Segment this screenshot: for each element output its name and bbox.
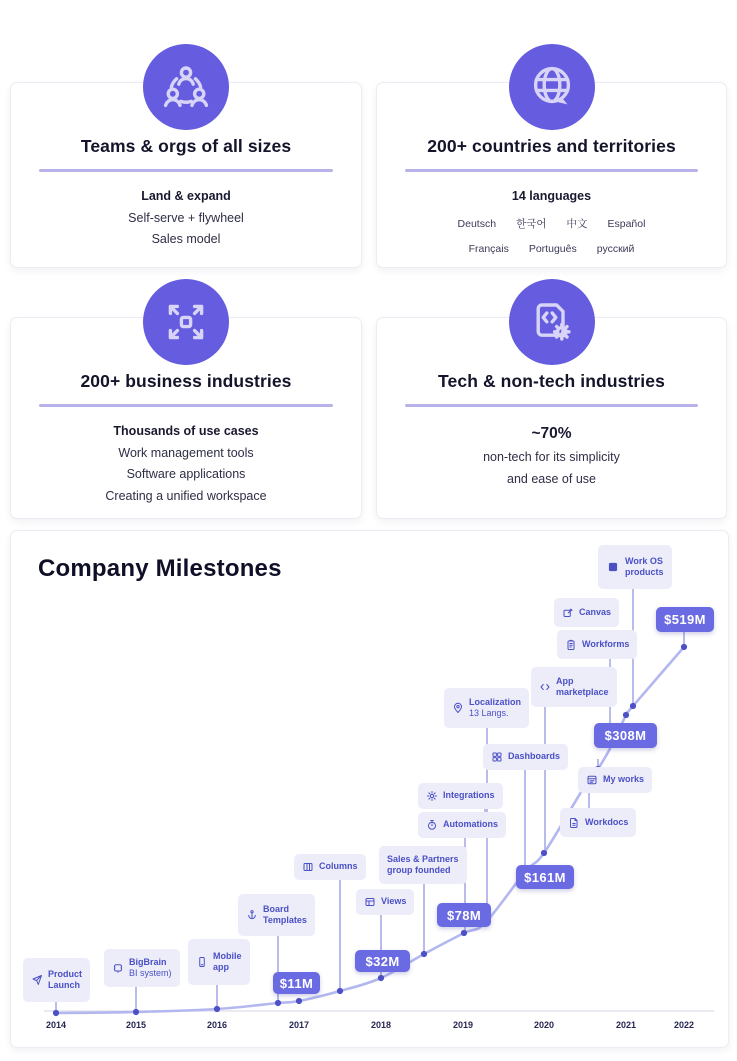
canvas-edit-icon bbox=[562, 607, 574, 619]
stat-card-tech-non-tech-industries bbox=[376, 317, 727, 519]
milestone-work-os-products bbox=[598, 545, 672, 589]
milestone-localization-13-langs bbox=[444, 688, 529, 728]
milestone-label: My works bbox=[603, 774, 645, 785]
milestone-label: Localization 13 Langs. bbox=[469, 696, 522, 718]
revenue-badge-32m: $32M bbox=[355, 950, 410, 972]
curve-dot bbox=[461, 930, 467, 936]
curve-dot bbox=[421, 951, 427, 957]
card-text-line: Self-serve + flywheel bbox=[128, 210, 244, 225]
curve-dot bbox=[133, 1009, 139, 1015]
milestone-dashboards bbox=[483, 744, 568, 770]
code-icon bbox=[539, 681, 551, 693]
languages-row bbox=[377, 216, 726, 233]
columns-icon bbox=[302, 861, 314, 873]
revenue-badge-161m: $161M bbox=[516, 865, 574, 889]
card-text-line: 14 languages bbox=[511, 189, 592, 203]
milestone-views bbox=[356, 889, 414, 915]
milestone-label: Work OS products bbox=[625, 555, 664, 577]
card-text-line: Creating a unified workspace bbox=[105, 488, 267, 503]
milestone-board-templates bbox=[238, 894, 315, 936]
milestone-label: Views bbox=[381, 896, 407, 907]
revenue-badge-11m: $11M bbox=[273, 972, 320, 994]
milestone-label: App marketplace bbox=[556, 675, 609, 697]
curve-dot bbox=[630, 703, 636, 709]
milestone-label: Columns bbox=[319, 861, 358, 872]
rocket-icon bbox=[31, 974, 43, 986]
revenue-badge-78m: $78M bbox=[437, 903, 491, 927]
milestone-automations bbox=[418, 812, 506, 838]
integrations-icon bbox=[426, 790, 438, 802]
language-label: 中文 bbox=[566, 217, 588, 230]
year-label-2019: 2019 bbox=[452, 1020, 474, 1030]
milestone-my-works bbox=[578, 767, 652, 793]
year-label-2016: 2016 bbox=[206, 1020, 228, 1030]
card-text-line: non-tech for its simplicity bbox=[483, 450, 620, 464]
revenue-badge-308m: $308M bbox=[594, 723, 657, 748]
views-icon bbox=[364, 896, 376, 908]
milestones-card bbox=[10, 530, 729, 1048]
card-title: 200+ business industries bbox=[80, 371, 292, 391]
card-text-line: Software applications bbox=[126, 467, 246, 481]
language-label: русский bbox=[596, 242, 635, 255]
curve-dot bbox=[296, 998, 302, 1004]
milestone-label: Board Templates bbox=[263, 903, 307, 925]
curve-dot bbox=[378, 975, 384, 981]
expand-arrows-icon bbox=[143, 279, 229, 365]
year-label-2021: 2021 bbox=[615, 1020, 637, 1030]
card-divider bbox=[405, 169, 698, 172]
language-label: Français bbox=[468, 242, 509, 255]
milestone-label: BigBrain BI system) bbox=[129, 956, 172, 978]
milestones-chart bbox=[11, 531, 728, 1047]
card-text-line: Work management tools bbox=[118, 445, 254, 460]
milestone-label: Workforms bbox=[582, 638, 630, 649]
card-text-line: Sales model bbox=[151, 232, 221, 246]
card-text-line: and ease of use bbox=[507, 471, 596, 486]
language-label: Deutsch bbox=[457, 217, 497, 230]
globe-chat-icon bbox=[509, 44, 595, 130]
dashboards-grid-icon bbox=[491, 751, 503, 763]
card-title: 200+ countries and territories bbox=[427, 136, 676, 156]
board-templates-icon bbox=[246, 909, 258, 921]
brain-icon bbox=[112, 962, 124, 974]
revenue-badge-519m: $519M bbox=[656, 607, 714, 632]
year-label-2020: 2020 bbox=[533, 1020, 555, 1030]
work-os-square-icon bbox=[606, 560, 620, 574]
curve-dot bbox=[53, 1010, 59, 1016]
language-label: 한국어 bbox=[516, 217, 547, 230]
milestone-label: Sales & Partners group founded bbox=[387, 853, 459, 875]
stat-card-200-business-industries bbox=[10, 317, 362, 519]
year-label-2015: 2015 bbox=[125, 1020, 147, 1030]
card-text-line: ~70% bbox=[531, 425, 572, 442]
people-network-icon bbox=[143, 44, 229, 130]
milestone-label: Integrations bbox=[443, 790, 495, 801]
workdocs-icon bbox=[568, 817, 580, 829]
milestone-label: Dashboards bbox=[508, 751, 561, 762]
curve-dot bbox=[623, 712, 629, 718]
curve-dot bbox=[681, 644, 687, 650]
curve-dot bbox=[337, 988, 343, 994]
card-divider bbox=[405, 404, 698, 407]
document-gear-icon bbox=[509, 279, 595, 365]
milestone-product-launch bbox=[23, 958, 90, 1002]
year-label-2014: 2014 bbox=[45, 1020, 67, 1030]
language-label: Português bbox=[528, 242, 577, 255]
my-works-icon bbox=[586, 774, 598, 786]
stat-card-teams-orgs-of-all-sizes bbox=[10, 82, 362, 268]
workforms-icon bbox=[565, 639, 577, 651]
year-label-2018: 2018 bbox=[370, 1020, 392, 1030]
milestone-columns bbox=[294, 854, 366, 880]
milestone-workdocs bbox=[560, 808, 636, 837]
milestone-label: Workdocs bbox=[585, 816, 629, 827]
card-title: Teams & orgs of all sizes bbox=[80, 136, 292, 156]
year-label-2017: 2017 bbox=[288, 1020, 310, 1030]
chart-title: Company Milestones bbox=[38, 555, 282, 582]
card-text-line: Land & expand bbox=[141, 189, 231, 203]
milestone-label: Canvas bbox=[579, 606, 612, 617]
language-label: Español bbox=[607, 217, 646, 230]
milestone-canvas bbox=[554, 598, 619, 627]
curve-dot bbox=[541, 850, 547, 856]
year-label-2022: 2022 bbox=[673, 1020, 695, 1030]
milestone-label: Mobile app bbox=[213, 950, 242, 972]
card-title: Tech & non-tech industries bbox=[438, 371, 665, 391]
milestone-sales-partners-group-founded bbox=[379, 846, 467, 884]
stat-card-200-countries-and-territories bbox=[376, 82, 727, 268]
curve-dot bbox=[214, 1006, 220, 1012]
card-divider bbox=[39, 404, 333, 407]
card-text-line: Thousands of use cases bbox=[113, 424, 259, 438]
automations-icon bbox=[426, 819, 438, 831]
languages-row bbox=[377, 241, 726, 258]
milestone-mobile-app bbox=[188, 939, 250, 985]
milestone-integrations bbox=[418, 783, 503, 809]
localization-pin-icon bbox=[452, 702, 464, 714]
milestone-label: Product Launch bbox=[48, 968, 83, 990]
card-divider bbox=[39, 169, 333, 172]
milestone-workforms bbox=[557, 630, 637, 659]
milestone-app-marketplace bbox=[531, 667, 617, 707]
milestone-bigbrain-bi-system bbox=[104, 949, 180, 987]
curve-dot bbox=[275, 1000, 281, 1006]
milestone-label: Automations bbox=[443, 819, 498, 830]
mobile-app-icon bbox=[196, 956, 208, 968]
